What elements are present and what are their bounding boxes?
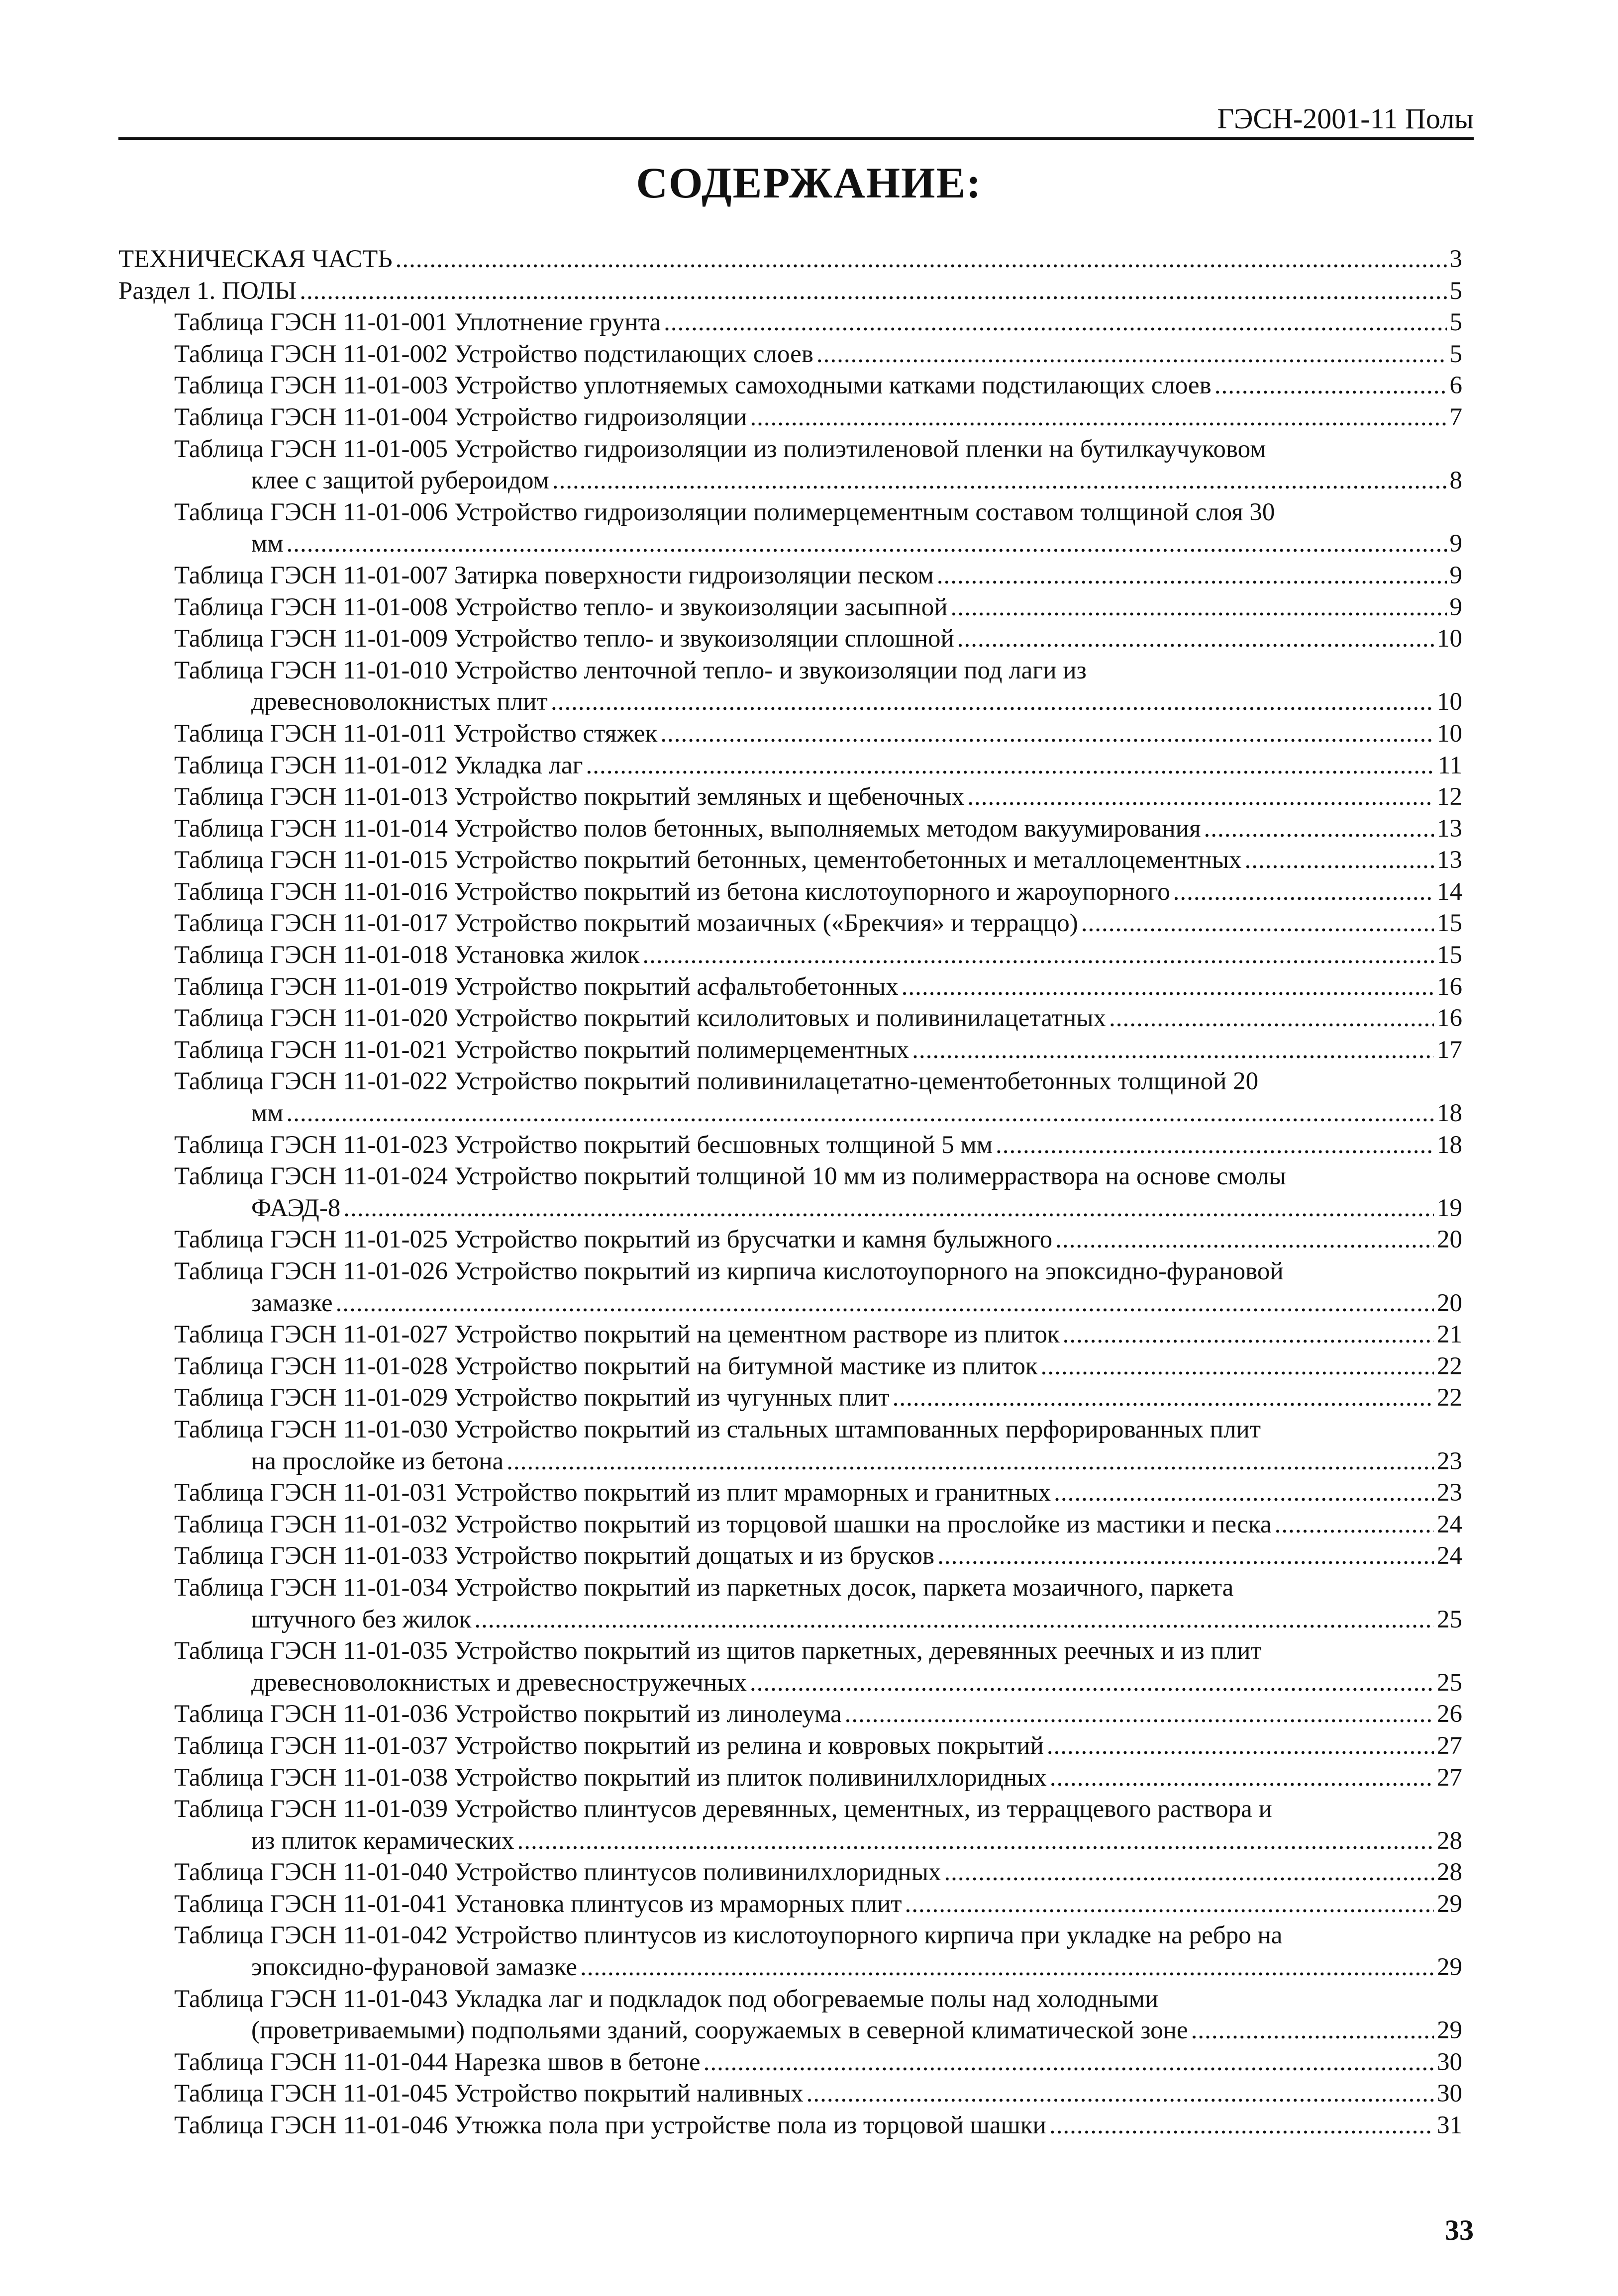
toc-entry-title	[174, 1984, 1462, 2015]
toc-entry-text: Таблица ГЭСН 11-01-019 Устройство покрытий асфальтобетонных	[174, 972, 899, 1001]
toc-page-number: 19	[1437, 1194, 1462, 1222]
toc-entry-text: Таблица ГЭСН 11-01-004 Устройство гидроизоляции	[174, 403, 747, 431]
toc-entry-title	[118, 244, 1462, 276]
toc-entry[interactable]	[118, 813, 1462, 845]
toc-entry-text: Таблица ГЭСН 11-01-024 Устройство покрытий толщиной 10 мм из полимерраствора на основе смолы	[174, 1162, 1286, 1191]
dot-leader	[1063, 1319, 1434, 1344]
toc-entry-title	[174, 560, 1462, 592]
toc-page-number: 15	[1437, 909, 1462, 938]
toc-page-number: 5	[1449, 308, 1462, 337]
toc-entry-text: (проветриваемыми) подпольями зданий, сооружаемых в северной климатической зоне	[251, 2016, 1188, 2045]
toc-entry[interactable]	[118, 1224, 1462, 1256]
dot-leader	[287, 1098, 1434, 1123]
toc-entry-title	[174, 307, 1462, 339]
toc-entry-title	[174, 623, 1462, 655]
toc-entry[interactable]	[118, 402, 1462, 434]
toc-entry-title-continuation	[174, 1288, 1462, 1320]
toc-page-number: 6	[1449, 372, 1462, 400]
toc-entry-text: эпоксидно-фурановой замазке	[251, 1953, 577, 1982]
toc-page-number: 23	[1437, 1447, 1462, 1475]
dot-leader	[1173, 876, 1434, 902]
toc-entry-title	[118, 276, 1462, 307]
toc-page-number: 12	[1437, 783, 1462, 811]
toc-entry[interactable]	[118, 560, 1462, 592]
toc-page-number: 26	[1437, 1700, 1462, 1728]
toc-entry-text: Таблица ГЭСН 11-01-035 Устройство покрытий из щитов паркетных, деревянных реечных и из плит	[174, 1637, 1262, 1665]
toc-entry[interactable]	[118, 244, 1462, 276]
toc-entry[interactable]	[118, 1066, 1462, 1129]
dot-leader	[551, 686, 1434, 712]
toc-entry-text: клее с защитой рубероидом	[251, 467, 549, 495]
dot-leader	[506, 1446, 1434, 1471]
toc-entry-text: Таблица ГЭСН 11-01-015 Устройство покрытий бетонных, цементобетонных и металлоцементных	[174, 846, 1242, 874]
toc-entry-text: мм	[251, 530, 284, 558]
toc-entry-title-continuation	[174, 686, 1462, 718]
dot-leader	[642, 940, 1434, 965]
toc-page-number: 24	[1437, 1510, 1462, 1538]
toc-entry-text: Таблица ГЭСН 11-01-042 Устройство плинтусов из кислотоупорного кирпича при укладке на ребро на	[174, 1921, 1283, 1950]
toc-page-number: 10	[1437, 625, 1462, 653]
toc-entry[interactable]	[118, 1003, 1462, 1035]
dot-leader	[1109, 1003, 1434, 1028]
dot-leader	[396, 244, 1447, 269]
toc-entry[interactable]	[118, 1161, 1462, 1224]
toc-entry-title	[174, 592, 1462, 624]
toc-entry-title	[174, 1382, 1462, 1414]
toc-entry-text: Таблица ГЭСН 11-01-046 Утюжка пола при устройстве пола из торцовой шашки	[174, 2111, 1046, 2140]
toc-entry-title	[174, 1477, 1462, 1509]
toc-page-number: 16	[1437, 1004, 1462, 1033]
toc-entry-title	[174, 1857, 1462, 1889]
dot-leader	[996, 1130, 1434, 1155]
toc-entry-title	[174, 1319, 1462, 1351]
toc-entry[interactable]	[118, 2110, 1462, 2142]
toc-entry[interactable]	[118, 1730, 1462, 1762]
toc-entry-title	[174, 1256, 1462, 1288]
toc-entry[interactable]	[118, 623, 1462, 655]
toc-page-number: 22	[1437, 1352, 1462, 1380]
toc-entry[interactable]	[118, 971, 1462, 1003]
toc-entry[interactable]	[118, 434, 1462, 497]
page-title: СОДЕРЖАНИЕ:	[636, 159, 982, 207]
toc-entry-title	[174, 1066, 1462, 1098]
toc-entry-text: Таблица ГЭСН 11-01-040 Устройство плинтусов поливинилхлоридных	[174, 1858, 941, 1887]
toc-entry-text: Таблица ГЭСН 11-01-005 Устройство гидроизоляции из полиэтиленовой пленки на бутилкаучуковом	[174, 435, 1266, 463]
toc-entry-title	[174, 1889, 1462, 1920]
running-header: ГЭСН-2001-11 Полы	[1217, 102, 1474, 135]
toc-entry-title	[174, 1540, 1462, 1572]
toc-entry-title	[174, 402, 1462, 434]
dot-leader	[1054, 1477, 1434, 1503]
dot-leader	[343, 1193, 1434, 1218]
toc-entry[interactable]	[118, 845, 1462, 876]
toc-page-number: 29	[1437, 1953, 1462, 1982]
toc-entry-text: штучного без жилок	[251, 1605, 472, 1633]
toc-entry[interactable]	[118, 1794, 1462, 1857]
toc-page-number: 25	[1437, 1605, 1462, 1633]
toc-entry-text: Таблица ГЭСН 11-01-023 Устройство покрытий бесшовных толщиной 5 мм	[174, 1131, 993, 1159]
toc-entry[interactable]	[118, 2078, 1462, 2110]
dot-leader	[905, 1889, 1434, 1914]
dot-leader	[937, 560, 1447, 585]
toc-page-number: 28	[1437, 1858, 1462, 1887]
dot-leader	[1191, 2015, 1434, 2040]
dot-leader	[1244, 845, 1434, 870]
toc-entry[interactable]	[118, 497, 1462, 560]
toc-entry-text: Таблица ГЭСН 11-01-006 Устройство гидроизоляции полимерцементным составом толщиной слоя 30	[174, 498, 1275, 526]
toc-entry[interactable]	[118, 1984, 1462, 2047]
toc-entry[interactable]	[118, 1382, 1462, 1414]
toc-page-number: 9	[1449, 593, 1462, 621]
toc-entry[interactable]	[118, 655, 1462, 718]
toc-entry-text: Таблица ГЭСН 11-01-031 Устройство покрытий из плит мраморных и гранитных	[174, 1479, 1051, 1507]
toc-entry[interactable]	[118, 1699, 1462, 1730]
toc-entry[interactable]	[118, 339, 1462, 371]
dot-leader	[912, 1035, 1434, 1060]
toc-entry-title	[174, 1161, 1462, 1193]
toc-entry-text: Таблица ГЭСН 11-01-032 Устройство покрытий из торцовой шашки на прослойке из мастики и песка	[174, 1510, 1272, 1538]
toc-page-number: 5	[1449, 277, 1462, 305]
toc-entry[interactable]	[118, 1920, 1462, 1983]
toc-entry-title	[174, 1762, 1462, 1794]
dot-leader	[937, 1540, 1434, 1566]
toc-entry-text: Таблица ГЭСН 11-01-033 Устройство покрытий дощатых и из брусков	[174, 1542, 935, 1570]
dot-leader	[1050, 1762, 1434, 1788]
toc-entry-text: Таблица ГЭСН 11-01-043 Укладка лаг и подкладок под обогреваемые полы над холодными	[174, 1985, 1159, 2013]
toc-entry-title-continuation	[174, 2015, 1462, 2047]
toc-entry-title	[174, 1635, 1462, 1667]
toc-entry-title	[174, 1224, 1462, 1256]
dot-leader	[1275, 1509, 1434, 1534]
toc-entry-title	[174, 655, 1462, 687]
toc-page-number: 24	[1437, 1542, 1462, 1570]
toc-entry-text: Таблица ГЭСН 11-01-021 Устройство покрытий полимерцементных	[174, 1036, 910, 1064]
toc-entry-title	[174, 1351, 1462, 1383]
dot-leader	[580, 1952, 1434, 1977]
toc-entry-title-continuation	[174, 1446, 1462, 1478]
dot-leader	[1081, 908, 1434, 933]
dot-leader	[944, 1857, 1434, 1882]
dot-leader	[893, 1382, 1434, 1408]
toc-entry-title	[174, 845, 1462, 876]
toc-entry-title	[174, 876, 1462, 908]
toc-page-number: 27	[1437, 1731, 1462, 1760]
toc-entry[interactable]	[118, 1319, 1462, 1351]
dot-leader	[957, 623, 1434, 649]
toc-entry-text: Таблица ГЭСН 11-01-014 Устройство полов бетонных, выполняемых методом вакуумирования	[174, 814, 1201, 843]
toc-entry-title-continuation	[174, 1825, 1462, 1857]
toc-entry-text: Таблица ГЭСН 11-01-036 Устройство покрытий из линолеума	[174, 1700, 842, 1728]
toc-page-number: 25	[1437, 1668, 1462, 1697]
toc-entry-title	[174, 2110, 1462, 2142]
toc-entry-text: Таблица ГЭСН 11-01-012 Укладка лаг	[174, 751, 583, 779]
dot-leader	[336, 1288, 1434, 1313]
dot-leader	[1041, 1351, 1434, 1376]
toc-page-number: 30	[1437, 2080, 1462, 2108]
toc-page-number: 29	[1437, 1890, 1462, 1918]
toc-entry-title	[174, 1003, 1462, 1035]
toc-entry-text: Таблица ГЭСН 11-01-030 Устройство покрытий из стальных штампованных перфорированных плит	[174, 1415, 1261, 1443]
toc-entry-text: мм	[251, 1099, 284, 1128]
dot-leader	[1055, 1224, 1434, 1249]
toc-entry-title	[174, 908, 1462, 940]
toc-entry-text: Таблица ГЭСН 11-01-028 Устройство покрытий на битумной мастике из плиток	[174, 1352, 1038, 1380]
dot-leader	[474, 1604, 1434, 1629]
toc-page-number: 23	[1437, 1479, 1462, 1507]
toc-entry-title	[174, 1414, 1462, 1446]
dot-leader	[816, 339, 1447, 364]
toc-entry-text: ФАЭД-8	[251, 1194, 341, 1222]
toc-entry-text: Таблица ГЭСН 11-01-044 Нарезка швов в бетоне	[174, 2048, 701, 2076]
toc-entry-text: Таблица ГЭСН 11-01-008 Устройство тепло- и звукоизоляции засыпной	[174, 593, 948, 621]
toc-entry[interactable]	[118, 940, 1462, 971]
toc-page-number: 3	[1449, 245, 1462, 273]
toc-entry-text: древесноволокнистых и древесностружечных	[251, 1668, 747, 1697]
toc-page-number: 5	[1449, 340, 1462, 368]
toc-entry-text: Таблица ГЭСН 11-01-027 Устройство покрытий на цементном растворе из плиток	[174, 1321, 1060, 1349]
toc-entry-text: Таблица ГЭСН 11-01-029 Устройство покрытий из чугунных плит	[174, 1384, 890, 1412]
toc-page-number: 18	[1437, 1099, 1462, 1128]
toc-entry[interactable]	[118, 908, 1462, 940]
toc-entry[interactable]	[118, 781, 1462, 813]
toc-entry-title	[174, 813, 1462, 845]
toc-page-number: 18	[1437, 1131, 1462, 1159]
toc-entry-title-continuation	[174, 1193, 1462, 1225]
toc-page-number: 11	[1437, 751, 1462, 779]
toc-page-number: 10	[1437, 688, 1462, 716]
toc-entry-text: Таблица ГЭСН 11-01-025 Устройство покрытий из брусчатки и камня булыжного	[174, 1226, 1053, 1254]
dot-leader	[660, 718, 1434, 744]
toc-entry[interactable]	[118, 1035, 1462, 1066]
toc-entry-title-continuation	[174, 528, 1462, 560]
toc-entry-text: Таблица ГЭСН 11-01-039 Устройство плинтусов деревянных, цементных, из терраццевого раствора и	[174, 1795, 1272, 1823]
toc-entry-text: Таблица ГЭСН 11-01-007 Затирка поверхности гидроизоляции песком	[174, 561, 934, 589]
toc-entry-title-continuation	[174, 1952, 1462, 1984]
toc-entry-text: Таблица ГЭСН 11-01-002 Устройство подстилающих слоев	[174, 340, 813, 368]
dot-leader	[552, 465, 1447, 490]
toc-entry-text: древесноволокнистых плит	[251, 688, 548, 716]
toc-page-number: 14	[1437, 877, 1462, 906]
toc-entry[interactable]	[118, 750, 1462, 782]
dot-leader	[1047, 1730, 1434, 1756]
toc-entry[interactable]	[118, 307, 1462, 339]
toc-entry-text: Таблица ГЭСН 11-01-026 Устройство покрытий из кирпича кислотоупорного на эпоксидно-фурановой	[174, 1257, 1284, 1285]
toc-entry-text: из плиток керамических	[251, 1826, 514, 1855]
toc-entry-title	[174, 1572, 1462, 1604]
header-divider	[118, 137, 1474, 140]
toc-entry-title	[174, 370, 1462, 402]
toc-entry-title	[174, 2047, 1462, 2079]
toc-entry-text: Таблица ГЭСН 11-01-003 Устройство уплотняемых самоходными катками подстилающих слоев	[174, 372, 1212, 400]
toc-entry[interactable]	[118, 876, 1462, 908]
toc-page-number: 15	[1437, 941, 1462, 969]
toc-entry-text: на прослойке из бетона	[251, 1447, 504, 1475]
toc-page-number: 8	[1449, 467, 1462, 495]
toc-page-number: 10	[1437, 719, 1462, 748]
toc-entry-title	[174, 1035, 1462, 1066]
toc-entry-title-continuation	[174, 1667, 1462, 1699]
toc-entry[interactable]	[118, 1857, 1462, 1889]
toc-page-number: 21	[1437, 1321, 1462, 1349]
toc-entry[interactable]	[118, 1477, 1462, 1509]
toc-entry-text: Таблица ГЭСН 11-01-016 Устройство покрытий из бетона кислотоупорного и жароупорного	[174, 877, 1170, 906]
toc-page-number: 22	[1437, 1384, 1462, 1412]
toc-entry-title	[174, 1730, 1462, 1762]
toc-entry[interactable]	[118, 370, 1462, 402]
toc-entry-text: Таблица ГЭСН 11-01-009 Устройство тепло- и звукоизоляции сплошной	[174, 625, 954, 653]
toc-entry-title	[174, 1130, 1462, 1161]
toc-page-number: 9	[1449, 530, 1462, 558]
toc-entry-title	[174, 971, 1462, 1003]
page-number: 33	[1445, 2214, 1474, 2246]
toc-page-number: 20	[1437, 1289, 1462, 1317]
toc-page-number: 13	[1437, 846, 1462, 874]
toc-entry-title	[174, 1699, 1462, 1730]
toc-entry-title	[174, 781, 1462, 813]
toc-page-number: 29	[1437, 2016, 1462, 2045]
toc-entry-title-continuation	[174, 1604, 1462, 1636]
toc-entry[interactable]	[118, 2047, 1462, 2079]
toc-entry-title-continuation	[174, 1098, 1462, 1130]
toc-page-number: 13	[1437, 814, 1462, 843]
toc-entry-text: Таблица ГЭСН 11-01-017 Устройство покрытий мозаичных («Брекчия» и терраццо)	[174, 909, 1078, 938]
toc-entry-text: Таблица ГЭСН 11-01-013 Устройство покрытий земляных и щебеночных	[174, 783, 965, 811]
toc-entry[interactable]	[118, 1540, 1462, 1572]
dot-leader	[287, 528, 1447, 554]
toc-entry[interactable]	[118, 1414, 1462, 1477]
toc-entry-text: Таблица ГЭСН 11-01-022 Устройство покрытий поливинилацетатно-цементобетонных толщиной 20	[174, 1067, 1259, 1096]
toc-entry-title	[174, 750, 1462, 782]
toc-entry[interactable]	[118, 592, 1462, 624]
dot-leader	[664, 307, 1446, 332]
toc-entry-title	[174, 1509, 1462, 1541]
toc-page-number: 9	[1449, 561, 1462, 589]
toc-entry-text: Таблица ГЭСН 11-01-018 Установка жилок	[174, 941, 640, 969]
dot-leader	[586, 750, 1435, 775]
toc-entry-text: Таблица ГЭСН 11-01-038 Устройство покрытий из плиток поливинилхлоридных	[174, 1763, 1047, 1792]
toc-entry-text: Таблица ГЭСН 11-01-041 Установка плинтусов из мраморных плит	[174, 1890, 902, 1918]
toc-entry-title-continuation	[174, 465, 1462, 497]
dot-leader	[1049, 2110, 1434, 2135]
toc-entry[interactable]	[118, 718, 1462, 750]
toc-entry-text: Таблица ГЭСН 11-01-010 Устройство ленточной тепло- и звукоизоляции под лаги из	[174, 656, 1087, 684]
toc-entry[interactable]	[118, 1351, 1462, 1383]
toc-entry[interactable]	[118, 1635, 1462, 1699]
toc-page-number: 30	[1437, 2048, 1462, 2076]
toc-entry-text: Раздел 1. ПОЛЫ	[118, 277, 297, 305]
toc-entry-text: Таблица ГЭСН 11-01-034 Устройство покрытий из паркетных досок, паркета мозаичного, паркета	[174, 1573, 1234, 1602]
toc-entry-title	[174, 1920, 1462, 1952]
toc-page-number: 28	[1437, 1826, 1462, 1855]
toc-entry[interactable]	[118, 1256, 1462, 1319]
toc-entry[interactable]	[118, 276, 1462, 307]
toc-entry-title	[174, 2078, 1462, 2110]
toc-entry-title	[174, 940, 1462, 971]
toc-page-number: 16	[1437, 972, 1462, 1001]
toc-entry[interactable]	[118, 1762, 1462, 1794]
dot-leader	[902, 971, 1434, 997]
toc-page-number: 7	[1449, 403, 1462, 431]
toc-entry-title	[174, 718, 1462, 750]
toc-page-number: 20	[1437, 1226, 1462, 1254]
table-of-contents	[118, 244, 1462, 2142]
dot-leader	[951, 592, 1447, 617]
dot-leader	[517, 1825, 1434, 1851]
toc-entry-title	[174, 434, 1462, 466]
dot-leader	[967, 781, 1434, 807]
toc-entry-text: Таблица ГЭСН 11-01-045 Устройство покрытий наливных	[174, 2080, 804, 2108]
toc-entry-title	[174, 1794, 1462, 1825]
toc-entry-text: Таблица ГЭСН 11-01-011 Устройство стяжек	[174, 719, 658, 748]
dot-leader	[845, 1699, 1434, 1724]
toc-page-number: 27	[1437, 1763, 1462, 1792]
dot-leader	[1204, 813, 1434, 839]
dot-leader	[300, 276, 1446, 301]
dot-leader	[807, 2078, 1434, 2104]
toc-entry[interactable]	[118, 1130, 1462, 1161]
toc-entry-title	[174, 339, 1462, 371]
dot-leader	[750, 1667, 1434, 1693]
toc-page-number: 31	[1437, 2111, 1462, 2140]
toc-entry-text: Таблица ГЭСН 11-01-020 Устройство покрытий ксилолитовых и поливинилацетатных	[174, 1004, 1107, 1033]
dot-leader	[704, 2047, 1434, 2072]
toc-entry[interactable]	[118, 1572, 1462, 1635]
toc-entry-text: ТЕХНИЧЕСКАЯ ЧАСТЬ	[118, 245, 393, 273]
toc-page-number: 17	[1437, 1036, 1462, 1064]
dot-leader	[1214, 370, 1447, 395]
toc-entry[interactable]	[118, 1889, 1462, 1920]
toc-entry-text: Таблица ГЭСН 11-01-001 Уплотнение грунта	[174, 308, 661, 337]
dot-leader	[750, 402, 1446, 427]
toc-entry-title	[174, 497, 1462, 529]
toc-entry-text: замазке	[251, 1289, 333, 1317]
toc-entry[interactable]	[118, 1509, 1462, 1541]
toc-entry-text: Таблица ГЭСН 11-01-037 Устройство покрытий из релина и ковровых покрытий	[174, 1731, 1044, 1760]
